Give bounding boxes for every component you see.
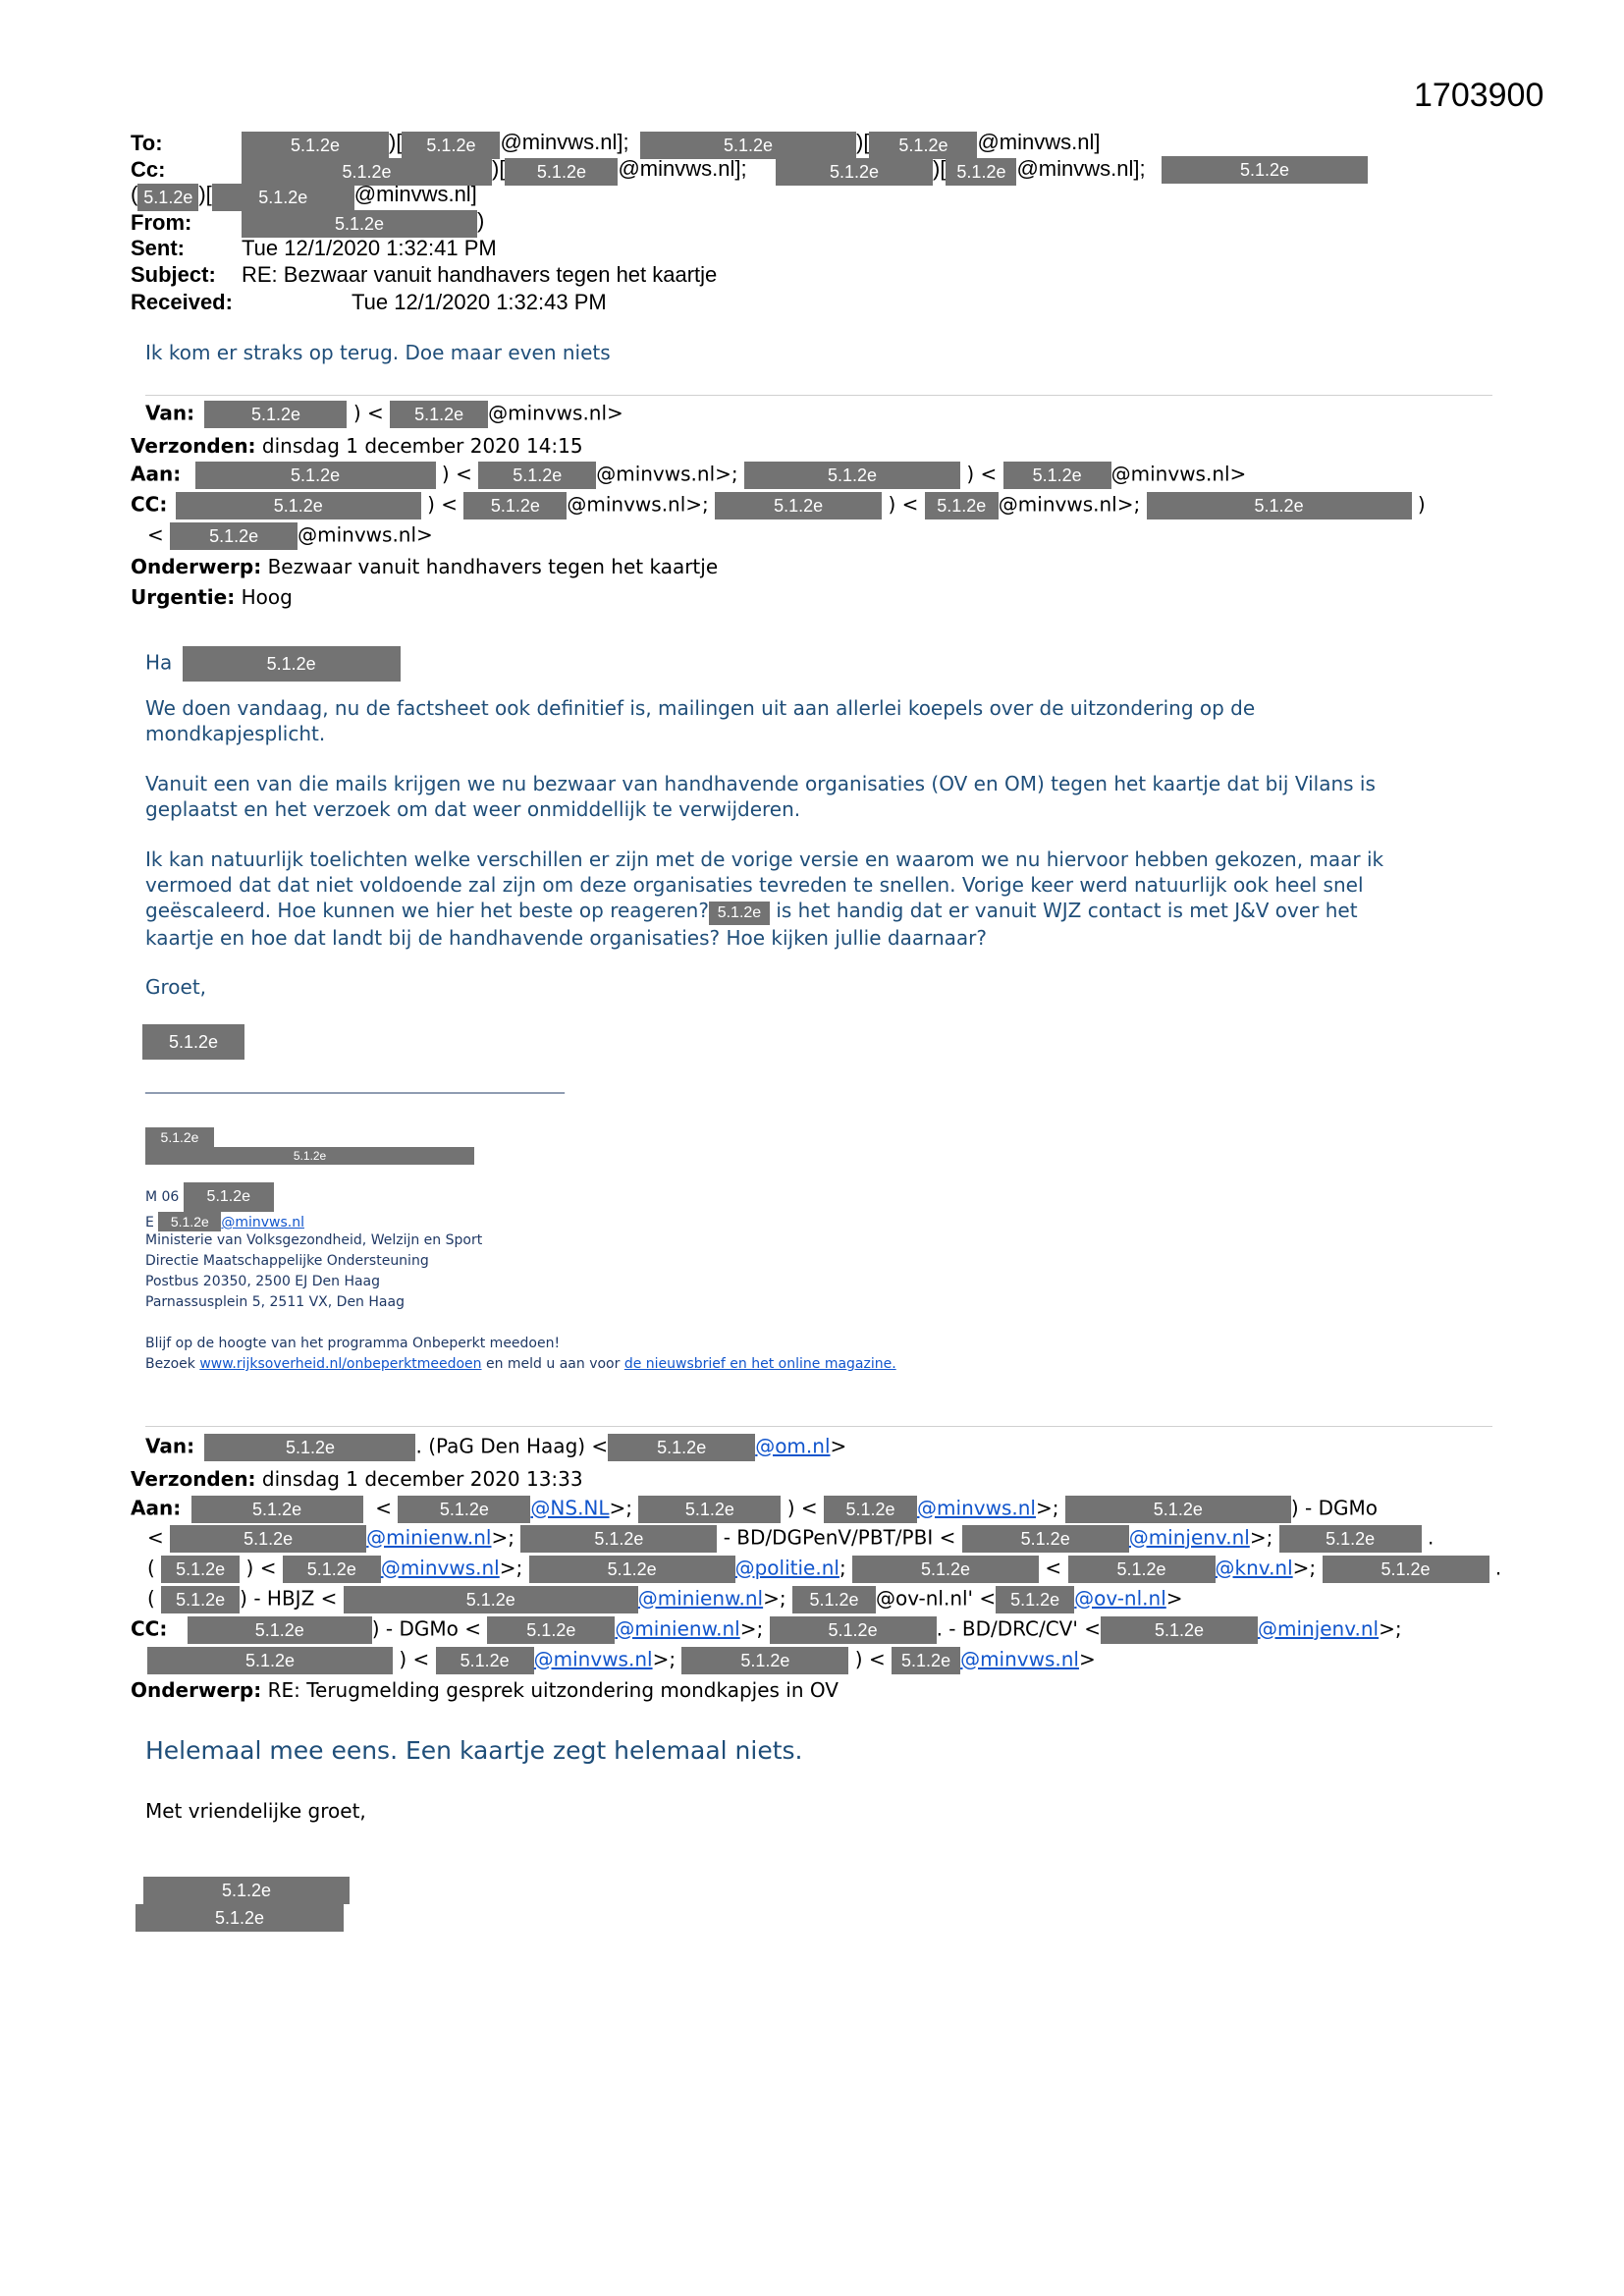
signature-line: Postbus 20350, 2500 EJ Den Haag bbox=[145, 1274, 381, 1289]
email3-aan-row-3: ( 5.1.2e ) < 5.1.2e @minvws.nl>; 5.1.2e @politie.nl; 5.1.2e < 5.1.2e @knv.nl>; 5.1.2e . bbox=[147, 1556, 1501, 1583]
signature-text: Bezoek bbox=[145, 1356, 195, 1372]
signature-line: Directie Maatschappelijke Ondersteuning bbox=[145, 1253, 429, 1269]
redaction: 5.1.2e bbox=[505, 158, 618, 186]
department: ) - DGMo < bbox=[371, 1616, 481, 1641]
van-label: Van: bbox=[145, 1434, 195, 1458]
email2-signature-name bbox=[142, 1024, 244, 1060]
email3-aan-row-1: Aan: 5.1.2e < 5.1.2e @NS.NL>; 5.1.2e ) < 5.1.2e @minvws.nl>; 5.1.2e ) - DGMo bbox=[131, 1496, 1378, 1523]
newsletter-link[interactable]: de nieuwsbrief en het online magazine. bbox=[623, 1356, 896, 1372]
received-value: Tue 12/1/2020 1:32:43 PM bbox=[352, 290, 607, 314]
redaction: 5.1.2e bbox=[143, 1877, 350, 1904]
email3-signature-title bbox=[135, 1904, 344, 1932]
redaction: 5.1.2e bbox=[487, 1616, 615, 1644]
redaction: 5.1.2e bbox=[184, 1182, 274, 1212]
cc-recipients-2: 5.1.2e )[ 5.1.2e @minvws.nl]; bbox=[776, 156, 1146, 186]
redaction: 5.1.2e bbox=[1068, 1556, 1216, 1583]
from-label: From: bbox=[131, 210, 192, 235]
redaction: 5.1.2e bbox=[176, 492, 421, 519]
sent-row bbox=[131, 236, 185, 261]
greeting-text: Ha bbox=[145, 650, 173, 675]
van-domain: @minvws.nl> bbox=[488, 401, 623, 425]
verzonden-value: dinsdag 1 december 2020 13:33 bbox=[261, 1467, 583, 1491]
paragraph-line: kaartje en hoe dat landt bij de handhavende organisaties? Hoe kijken jullie daarnaar? bbox=[145, 926, 987, 950]
cc-label: CC: bbox=[131, 1616, 168, 1641]
email-label: E bbox=[145, 1215, 154, 1230]
redaction: 5.1.2e bbox=[946, 158, 1016, 186]
signature-line: Blijf op de hoogte van het programma Onbeperkt meedoen! bbox=[145, 1336, 561, 1351]
email3-body: Helemaal mee eens. Een kaartje zegt helemaal niets. bbox=[145, 1736, 803, 1765]
email-link[interactable]: @knv.nl bbox=[1215, 1556, 1293, 1580]
signature-mobile bbox=[145, 1182, 274, 1212]
redaction: 5.1.2e bbox=[161, 1586, 240, 1613]
redaction: 5.1.2e bbox=[463, 492, 567, 519]
email-link[interactable]: @minienw.nl bbox=[637, 1586, 764, 1611]
cc-label: CC: bbox=[131, 492, 168, 517]
department: ) - HBJZ < bbox=[240, 1586, 338, 1611]
redaction: 5.1.2e bbox=[170, 1525, 366, 1553]
signature-title-block bbox=[145, 1147, 474, 1165]
redaction: 5.1.2e bbox=[1065, 1496, 1291, 1523]
sent-value: Tue 12/1/2020 1:32:41 PM bbox=[242, 236, 497, 260]
redaction: 5.1.2e bbox=[1162, 156, 1368, 184]
email1-body: Ik kom er straks op terug. Doe maar even niets bbox=[145, 341, 611, 364]
email-link[interactable]: @minvws.nl bbox=[380, 1556, 500, 1580]
redaction: 5.1.2e bbox=[242, 132, 389, 159]
email-link[interactable]: @minienw.nl bbox=[615, 1616, 740, 1641]
redaction: 5.1.2e bbox=[204, 1434, 415, 1461]
redaction: 5.1.2e bbox=[183, 646, 401, 682]
redaction: 5.1.2e bbox=[204, 401, 347, 428]
from-value: 5.1.2e ) bbox=[242, 208, 484, 238]
cc-domain: @minvws.nl> bbox=[298, 522, 433, 547]
email-link[interactable]: @ov-nl.nl bbox=[1074, 1586, 1166, 1611]
redaction: 5.1.2e bbox=[1323, 1556, 1489, 1583]
signature-email bbox=[145, 1212, 304, 1231]
email2-cc-row-2: < 5.1.2e @minvws.nl> bbox=[147, 522, 433, 550]
urgentie-value: Hoog bbox=[241, 585, 293, 609]
redaction: 5.1.2e bbox=[709, 902, 770, 925]
redaction: 5.1.2e bbox=[191, 1496, 363, 1523]
to-recipients: 5.1.2e )[ 5.1.2e @minvws.nl]; bbox=[242, 130, 629, 159]
redaction: 5.1.2e bbox=[776, 158, 933, 186]
email3-aan-row-4: ( 5.1.2e ) - HBJZ < 5.1.2e @minienw.nl>; 5.1.2e @ov-nl.nl' < 5.1.2e @ov-nl.nl> bbox=[147, 1586, 1183, 1613]
signature-name-block bbox=[145, 1127, 214, 1147]
aan-label: Aan: bbox=[131, 1496, 182, 1520]
cc-domain: @minvws.nl]; bbox=[1016, 156, 1146, 181]
redaction: 5.1.2e bbox=[996, 1586, 1074, 1613]
redaction: 5.1.2e bbox=[137, 184, 198, 211]
redaction: 5.1.2e bbox=[142, 1024, 244, 1060]
redaction: 5.1.2e bbox=[715, 492, 882, 519]
paragraph-line: vermoed dat dat niet voldoende zal zijn om deze organisaties tevreden te snellen. Vorige keer werd natuurlijk ook heel snel bbox=[145, 873, 1364, 897]
redaction: 5.1.2e bbox=[529, 1556, 735, 1583]
signature-divider: _____________________________________________________________ bbox=[145, 1078, 565, 1094]
redaction: 5.1.2e bbox=[390, 401, 488, 428]
onderwerp-value: RE: Terugmelding gesprek uitzondering mondkapjes in OV bbox=[267, 1678, 839, 1702]
redaction: 5.1.2e bbox=[962, 1525, 1129, 1553]
email2-paragraph-1 bbox=[145, 695, 1255, 746]
email2-paragraph-2 bbox=[145, 771, 1376, 822]
redaction: 5.1.2e bbox=[170, 522, 298, 550]
redaction: 5.1.2e bbox=[195, 462, 436, 489]
subject-label: Subject: bbox=[131, 262, 216, 287]
paragraph-line: Ik kan natuurlijk toelichten welke verschillen er zijn met de vorige versie en waarom we nu hiervoor hebben gekozen, maar ik bbox=[145, 847, 1384, 871]
redaction: 5.1.2e bbox=[824, 1496, 917, 1523]
email-link[interactable]: @minjenv.nl bbox=[1128, 1525, 1250, 1550]
aan-domain: @minvws.nl>; bbox=[596, 462, 738, 486]
email-link[interactable]: @minienw.nl bbox=[366, 1525, 492, 1550]
from-row bbox=[131, 210, 191, 236]
email3-aan-row-2: < 5.1.2e @minienw.nl>; 5.1.2e - BD/DGPenV/PBT/PBI < 5.1.2e @minjenv.nl>; 5.1.2e . bbox=[147, 1525, 1434, 1553]
redaction: 5.1.2e bbox=[344, 1586, 638, 1613]
email2-verzonden-row bbox=[131, 434, 583, 458]
redaction: 5.1.2e bbox=[681, 1647, 848, 1674]
signature-line: Ministerie van Volksgezondheid, Welzijn en Sport bbox=[145, 1232, 483, 1248]
paragraph-line: geplaatst en het verzoek om dat weer onmiddellijk te verwijderen. bbox=[145, 797, 801, 821]
email2-cc-row: CC: 5.1.2e ) < 5.1.2e @minvws.nl>; 5.1.2e ) < 5.1.2e @minvws.nl>; 5.1.2e ) bbox=[131, 492, 1426, 519]
department: - BD/DGPenV/PBT/PBI < bbox=[717, 1525, 956, 1550]
email3-signature-name bbox=[143, 1877, 350, 1904]
redaction: 5.1.2e bbox=[158, 1212, 221, 1231]
signature-email-link[interactable]: @minvws.nl bbox=[221, 1215, 304, 1230]
cc-domain: @minvws.nl] bbox=[353, 182, 477, 206]
email3-cc-row-2: 5.1.2e ) < 5.1.2e @minvws.nl>; 5.1.2e ) < 5.1.2e @minvws.nl> bbox=[147, 1647, 1096, 1674]
onderwerp-label: Onderwerp: bbox=[131, 1678, 262, 1702]
to-domain: @minvws.nl] bbox=[977, 130, 1101, 154]
cc-domain: @minvws.nl>; bbox=[998, 492, 1141, 517]
redaction: 5.1.2e bbox=[1147, 492, 1412, 519]
redaction: 5.1.2e bbox=[398, 1496, 530, 1523]
redaction: 5.1.2e bbox=[242, 158, 492, 186]
department: ) - DGMo bbox=[1290, 1496, 1378, 1520]
cc-row bbox=[131, 157, 165, 183]
email3-van-row: Van: 5.1.2e . (PaG Den Haag) < 5.1.2e @om.nl> bbox=[145, 1434, 846, 1461]
email3-cc-row-1: CC: 5.1.2e ) - DGMo < 5.1.2e @minienw.nl>; 5.1.2e . - BD/DRC/CV' < 5.1.2e @minjenv.nl>; bbox=[131, 1616, 1402, 1644]
signature-links-line bbox=[145, 1356, 896, 1372]
mobile-label: M 06 bbox=[145, 1189, 180, 1205]
to-row bbox=[131, 131, 163, 156]
received-row bbox=[131, 290, 233, 315]
paragraph-line: We doen vandaag, nu de factsheet ook definitief is, mailingen uit aan allerlei koepels over de uitzondering op de bbox=[145, 696, 1256, 720]
department: . - BD/DRC/CV' < bbox=[936, 1616, 1101, 1641]
subject-value: RE: Bezwaar vanuit handhavers tegen het kaartje bbox=[242, 262, 718, 287]
redaction: 5.1.2e bbox=[869, 132, 977, 159]
cc-recipients-3 bbox=[1162, 156, 1368, 184]
redaction: 5.1.2e bbox=[892, 1647, 960, 1674]
paragraph-line: mondkapjesplicht. bbox=[145, 722, 326, 745]
urgentie-label: Urgentie: bbox=[131, 585, 236, 609]
email2-onderwerp-row bbox=[131, 555, 718, 578]
verzonden-label: Verzonden: bbox=[131, 434, 256, 458]
verzonden-label: Verzonden: bbox=[131, 1467, 256, 1491]
email3-verzonden-row bbox=[131, 1467, 583, 1491]
email-text: @ov-nl.nl' < bbox=[875, 1586, 997, 1611]
email-link[interactable]: @minjenv.nl bbox=[1257, 1616, 1380, 1641]
redaction: 5.1.2e bbox=[852, 1556, 1039, 1583]
redaction: 5.1.2e bbox=[1279, 1525, 1422, 1553]
email2-closing: Groet, bbox=[145, 975, 207, 999]
email3-onderwerp-row bbox=[131, 1678, 839, 1702]
divider bbox=[145, 395, 1492, 396]
email2-paragraph-3 bbox=[145, 847, 1383, 951]
redaction: 5.1.2e bbox=[1003, 462, 1111, 489]
aan-domain: @minvws.nl> bbox=[1110, 462, 1247, 486]
van-label: Van: bbox=[145, 401, 195, 425]
email2-aan-row: Aan: 5.1.2e ) < 5.1.2e @minvws.nl>; 5.1.2e ) < 5.1.2e @minvws.nl> bbox=[131, 462, 1246, 489]
redaction: 5.1.2e bbox=[161, 1556, 240, 1583]
cc-recipients-4: ( 5.1.2e )[ 5.1.2e @minvws.nl] bbox=[131, 182, 477, 211]
email-link[interactable]: @minvws.nl bbox=[917, 1496, 1036, 1520]
redaction: 5.1.2e bbox=[925, 492, 999, 519]
cc-label: Cc: bbox=[131, 157, 166, 182]
redaction: 5.1.2e bbox=[1101, 1616, 1258, 1644]
email-link[interactable]: @NS.NL bbox=[530, 1496, 610, 1520]
divider bbox=[145, 1426, 1492, 1427]
onderwerp-label: Onderwerp: bbox=[131, 555, 262, 578]
redaction: 5.1.2e bbox=[135, 1904, 344, 1932]
email2-urgentie-row bbox=[131, 585, 293, 609]
email2-van-row: Van: 5.1.2e ) < 5.1.2e @minvws.nl> bbox=[145, 401, 623, 428]
redaction: 5.1.2e bbox=[792, 1586, 876, 1613]
document-id: 1703900 bbox=[1414, 77, 1544, 114]
redaction: 5.1.2e bbox=[436, 1647, 534, 1674]
to-recipients-2: 5.1.2e )[ 5.1.2e @minvws.nl] bbox=[640, 130, 1100, 159]
redaction: 5.1.2e bbox=[478, 462, 596, 489]
redaction: 5.1.2e bbox=[147, 1647, 393, 1674]
paragraph-text: is het handig dat er vanuit WJZ contact is met J&V over het bbox=[776, 899, 1358, 922]
to-domain: @minvws.nl]; bbox=[500, 130, 629, 154]
cc-domain: @minvws.nl>; bbox=[567, 492, 709, 517]
email-link[interactable]: @minvws.nl bbox=[533, 1647, 653, 1671]
redaction: 5.1.2e bbox=[212, 184, 354, 211]
email3-closing: Met vriendelijke groet, bbox=[145, 1799, 366, 1823]
redaction: 5.1.2e bbox=[242, 210, 477, 238]
redaction: 5.1.2e bbox=[145, 1147, 474, 1165]
redaction: 5.1.2e bbox=[770, 1616, 937, 1644]
redaction: 5.1.2e bbox=[283, 1556, 381, 1583]
onbeperkt-meedoen-link[interactable]: www.rijksoverheid.nl/onbeperktmeedoen bbox=[199, 1356, 482, 1372]
van-email-link[interactable]: @om.nl bbox=[755, 1434, 831, 1458]
email-link[interactable]: @minvws.nl bbox=[960, 1647, 1079, 1671]
aan-label: Aan: bbox=[131, 462, 182, 486]
paragraph-text: geëscaleerd. Hoe kunnen we hier het beste op reageren? bbox=[145, 899, 709, 922]
signature-text: en meld u aan voor bbox=[485, 1356, 621, 1372]
verzonden-value: dinsdag 1 december 2020 14:15 bbox=[261, 434, 583, 458]
redaction: 5.1.2e bbox=[188, 1616, 372, 1644]
cc-recipients: 5.1.2e )[ 5.1.2e @minvws.nl]; bbox=[242, 156, 747, 186]
redaction: 5.1.2e bbox=[638, 1496, 781, 1523]
redaction: 5.1.2e bbox=[402, 132, 500, 159]
redaction: 5.1.2e bbox=[145, 1127, 214, 1147]
van-organisation: . (PaG Den Haag) < bbox=[415, 1434, 609, 1458]
email-link[interactable]: @politie.nl bbox=[734, 1556, 839, 1580]
cc-domain: @minvws.nl]; bbox=[618, 156, 747, 181]
subject-row bbox=[131, 262, 216, 288]
redaction: 5.1.2e bbox=[744, 462, 960, 489]
to-label: To: bbox=[131, 131, 163, 155]
redaction: 5.1.2e bbox=[608, 1434, 755, 1461]
email2-greeting bbox=[145, 646, 401, 682]
sent-label: Sent: bbox=[131, 236, 185, 260]
paragraph-line bbox=[145, 898, 1383, 925]
redaction: 5.1.2e bbox=[640, 132, 856, 159]
paragraph-line: Vanuit een van die mails krijgen we nu bezwaar van handhavende organisaties (OV en OM) tegen het kaartje dat bij Vilans is bbox=[145, 772, 1376, 795]
redaction: 5.1.2e bbox=[520, 1525, 717, 1553]
received-label: Received: bbox=[131, 290, 233, 314]
signature-line: Parnassusplein 5, 2511 VX, Den Haag bbox=[145, 1294, 405, 1310]
onderwerp-value: Bezwaar vanuit handhavers tegen het kaartje bbox=[267, 555, 719, 578]
